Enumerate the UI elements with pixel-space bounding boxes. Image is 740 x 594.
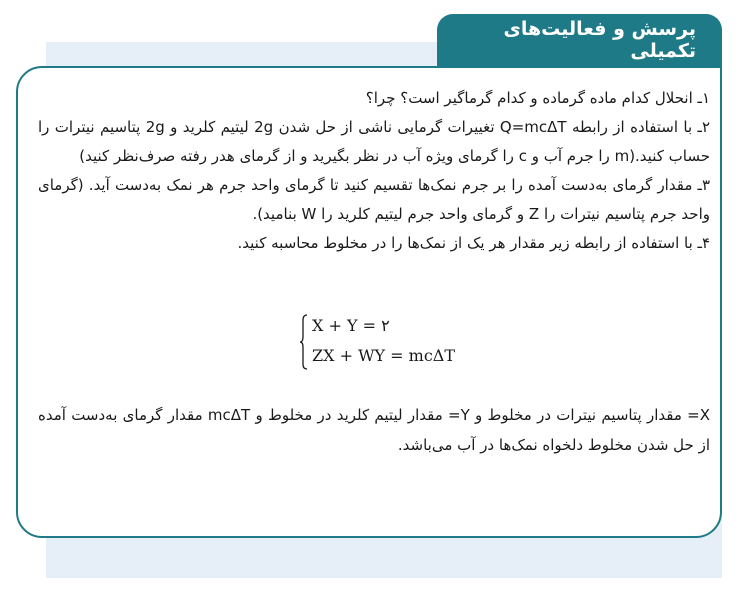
- question-2: ۲ـ با استفاده از رابطه Q=mcΔT تغییرات گرمایی ناشی از حل شدن 2g لیتیم کلرید و 2g پتاسیم نیترات را حساب کنید.(m را جرم آب و c را گرمای ویژه آب در نظر بگیرید و از گرمای هدر رفته صرف‌نظر کنید): [38, 118, 711, 165]
- explanation-text: X= مقدار پتاسیم نیترات در مخلوط و Y= مقدار لیتیم کلرید در مخلوط و mcΔT مقدار گرمای به‌دست آمده از حل شدن مخلوط دلخواه نمک‌ها در آب می‌باشد.: [38, 406, 711, 454]
- question-3: ۳ـ مقدار گرمای به‌دست آمده را بر جرم نمک‌ها تقسیم کنید تا گرمای واحد جرم هر نمک به‌دست آید. (گرمای واحد جرم پتاسیم نیترات را Z و گرمای واحد جرم لیتیم کلرید را W بنامید).: [38, 176, 710, 223]
- curly-brace-icon: [300, 314, 308, 370]
- equation-system: [300, 312, 480, 376]
- equation-line-1: X + Y = ۲: [312, 316, 390, 335]
- question-list: [38, 84, 710, 258]
- question-4: ۴ـ با استفاده از رابطه زیر مقدار هر یک از نمک‌ها را در مخلوط محاسبه کنید.: [237, 234, 710, 252]
- section-title: پرسش و فعالیت‌های تکمیلی: [437, 14, 722, 66]
- equation-line-2: ZX + WY = mcΔT: [312, 346, 456, 365]
- variable-explanation: [38, 400, 710, 460]
- question-1: ۱ـ انحلال کدام ماده گرماده و کدام گرماگیر است؟ چرا؟: [365, 89, 710, 107]
